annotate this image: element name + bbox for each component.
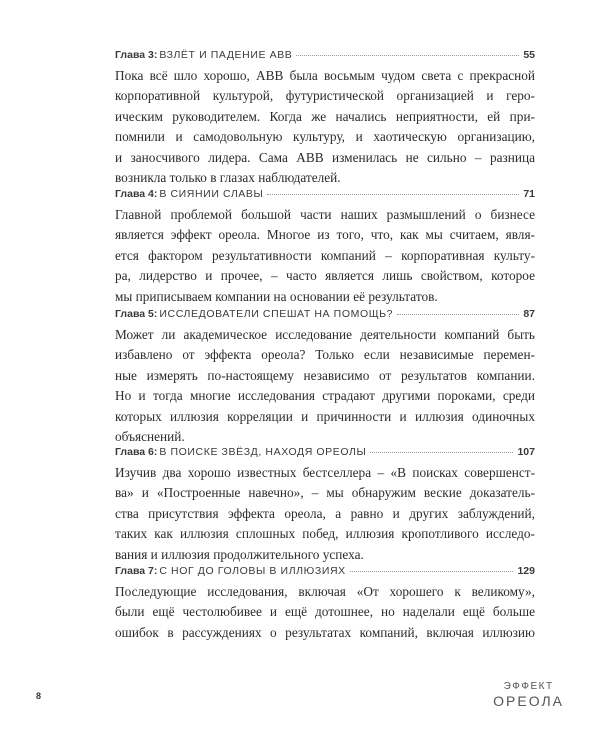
dot-leader — [267, 184, 519, 195]
summary-line: является эффект ореола. Многое из того, что, как мы считаем, явля- — [115, 227, 535, 243]
toc-entry-heading — [115, 306, 535, 321]
toc-entry-chapter-6 — [115, 444, 535, 565]
chapter-summary — [115, 66, 535, 188]
logo-line-1: ЭФФЕКТ — [503, 681, 554, 692]
chapter-title: ВЗЛЁТ И ПАДЕНИЕ ABB — [159, 49, 293, 61]
chapter-summary — [115, 582, 535, 643]
summary-line: ра, лидерство и прочее, – часто является лишь свойством, которое — [115, 268, 535, 284]
chapter-summary — [115, 325, 535, 447]
chapter-summary — [115, 205, 535, 307]
summary-line: которых иллюзия корреляции и причинности и иллюзия одиночных — [115, 408, 535, 424]
summary-line: Пока всё шло хорошо, ABB была восьмым чудом света с прекрасной — [115, 68, 535, 83]
chapter-page-number: 87 — [523, 308, 535, 320]
toc-entry-chapter-7 — [115, 563, 535, 643]
chapter-title: С НОГ ДО ГОЛОВЫ В ИЛЛЮЗИЯХ — [159, 565, 346, 577]
summary-line: Последующие исследования, включая «От хорошего к великому», — [115, 584, 535, 599]
chapter-label: Глава 7: — [115, 565, 158, 577]
summary-line: мы приписываем компании на основании её результатов. — [115, 288, 438, 304]
page-number: 8 — [36, 691, 42, 701]
summary-line: корпоративной культурой, футуристической организацией и геро- — [115, 88, 535, 104]
logo-line-2: ОРЕОЛА — [493, 693, 564, 709]
dot-leader — [350, 561, 514, 572]
chapter-title: В ПОИСКЕ ЗВЁЗД, НАХОДЯ ОРЕОЛЫ — [159, 446, 367, 458]
dot-leader — [296, 45, 519, 56]
summary-line: ства присутствия эффекта ореола, а равно и других заблуждений, — [115, 505, 535, 521]
chapter-label: Глава 6: — [115, 446, 158, 458]
toc-entry-heading — [115, 444, 535, 459]
summary-line: таких как иллюзия сплошных побед, иллюзия кропотливого исследо- — [115, 526, 535, 542]
toc-entry-chapter-4 — [115, 186, 535, 307]
chapter-label: Глава 3: — [115, 49, 158, 61]
summary-line: ошибок в рассуждениях о результатах компаний, включая иллюзию — [115, 624, 535, 640]
summary-line: ическим руководителем. Когда же начались неприятности, ей при- — [115, 108, 535, 124]
summary-line: возникла только в глазах наблюдателей. — [115, 170, 341, 186]
chapter-label: Глава 4: — [115, 188, 158, 200]
toc-entry-heading — [115, 47, 535, 62]
summary-line: Главной проблемой большой части наших размышлений о бизнесе — [115, 207, 535, 222]
chapter-label: Глава 5: — [115, 308, 158, 320]
chapter-title: В СИЯНИИ СЛАВЫ — [159, 188, 264, 200]
summary-line: ется фактором результативности компаний – корпоративная культу- — [115, 247, 535, 263]
chapter-page-number: 55 — [523, 49, 535, 61]
summary-line: Изучив два хорошо известных бестселлера – «В поисках совершенст- — [115, 465, 535, 480]
summary-line: помнили и самодовольную культуру, и хаотическую организацию, — [115, 129, 535, 145]
summary-line: объяснений. — [115, 429, 185, 445]
dot-leader — [397, 304, 519, 315]
summary-line: избавлено от эффекта ореола? Только если независимые перемен- — [115, 347, 535, 363]
dot-leader — [370, 442, 513, 453]
chapter-summary — [115, 463, 535, 565]
summary-line: вания и иллюзия продолжительного успеха. — [115, 546, 364, 562]
summary-line: Может ли академическое исследование деятельности компаний быть — [115, 327, 535, 342]
toc-entry-chapter-5 — [115, 306, 535, 447]
book-title-logo — [493, 681, 564, 709]
toc-entry-heading — [115, 186, 535, 201]
chapter-page-number: 129 — [517, 565, 535, 577]
summary-line: и заносчивого лидера. Сама ABB изменилась не сильно – разница — [115, 149, 535, 165]
chapter-title: ИССЛЕДОВАТЕЛИ СПЕШАТ НА ПОМОЩЬ? — [159, 308, 394, 320]
summary-line: Но и тогда многие исследования страдают другими пороками, среди — [115, 388, 535, 404]
toc-entry-heading — [115, 563, 535, 578]
summary-line: были ещё честолюбивее и ещё дотошнее, но наделали ещё больше — [115, 604, 535, 620]
chapter-page-number: 71 — [523, 188, 535, 200]
toc-entry-chapter-3 — [115, 47, 535, 188]
chapter-page-number: 107 — [517, 446, 535, 458]
summary-line: ва» и «Построенные навечно», – мы обнаружим веские доказатель- — [115, 485, 535, 501]
summary-line: ные измерять по-настоящему независимо от результатов компании. — [115, 367, 535, 383]
